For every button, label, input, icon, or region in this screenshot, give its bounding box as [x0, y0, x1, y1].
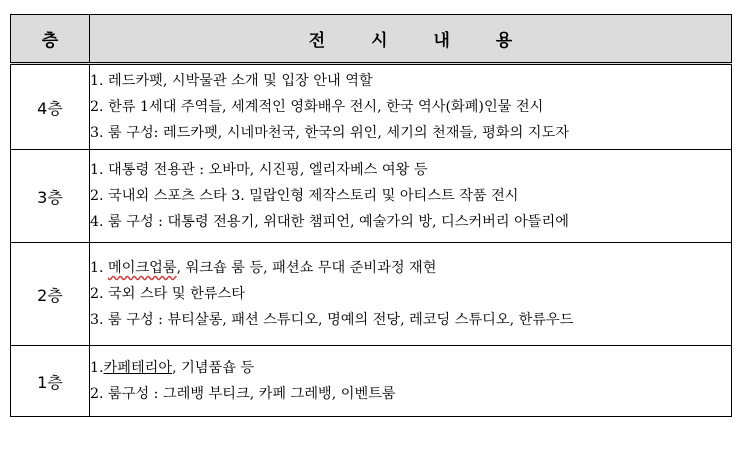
content-line: [90, 355, 731, 381]
header-row: [11, 15, 732, 64]
floor-content-1: [90, 346, 732, 417]
floor-label-4: 4층: [11, 64, 90, 150]
floor-row-3: [11, 150, 732, 243]
content-line: [90, 255, 731, 281]
floor-content-4: [90, 64, 732, 150]
exhibit-table: [10, 14, 732, 417]
spellcheck-marked-text: 메이크업룸: [108, 260, 177, 276]
floor-label-2: 2층: [11, 243, 90, 346]
content-line: 2. 국내외 스포츠 스타 3. 밀랍인형 제작스토리 및 아티스트 작품 전시: [90, 188, 519, 204]
line-prefix: 1.: [90, 260, 109, 276]
floor-row-2: [11, 243, 732, 346]
content-line: 2. 국외 스타 및 한류스타: [90, 286, 245, 302]
underlined-text: 카페테리아: [103, 360, 173, 376]
content-line: 2. 한류 1세대 주역들, 세계적인 영화배우 전시, 한국 역사(화폐)인물 전시: [90, 99, 544, 115]
content-column-header: [90, 15, 732, 64]
floor-label-1: 1층: [11, 346, 90, 417]
content-header-label: 전 시 내 용: [308, 31, 533, 51]
line-suffix: , 기념품숍 등: [172, 360, 255, 376]
floor-row-1: [11, 346, 732, 417]
floor-content-2: [90, 243, 732, 346]
content-line: 4. 룸 구성 : 대통령 전용기, 위대한 챔피언, 예술가의 방, 디스커버리 아뜰리에: [90, 214, 569, 230]
content-line: 1. 대통령 전용관 : 오바마, 시진핑, 엘리자베스 여왕 등: [90, 162, 428, 178]
floor-row-4: [11, 64, 732, 150]
content-line: 3. 룸 구성 : 뷰티살롱, 패션 스튜디오, 명예의 전당, 레코딩 스튜디오, 한류우드: [90, 312, 574, 328]
content-line: 2. 룸구성 : 그레뱅 부티크, 카페 그레뱅, 이벤트룸: [90, 386, 396, 402]
floor-content-3: [90, 150, 732, 243]
floor-header-label: 층: [41, 31, 59, 51]
content-line: 3. 룸 구성: 레드카펫, 시네마천국, 한국의 위인, 세기의 천재들, 평화의 지도자: [90, 125, 569, 141]
line-prefix: 1.: [90, 360, 104, 376]
floor-label-3: 3층: [11, 150, 90, 243]
content-line: 1. 레드카펫, 시박물관 소개 및 입장 안내 역할: [90, 73, 373, 89]
line-suffix: , 워크숍 룸 등, 패션쇼 무대 준비과정 재현: [176, 260, 437, 276]
floor-column-header: [11, 15, 90, 64]
